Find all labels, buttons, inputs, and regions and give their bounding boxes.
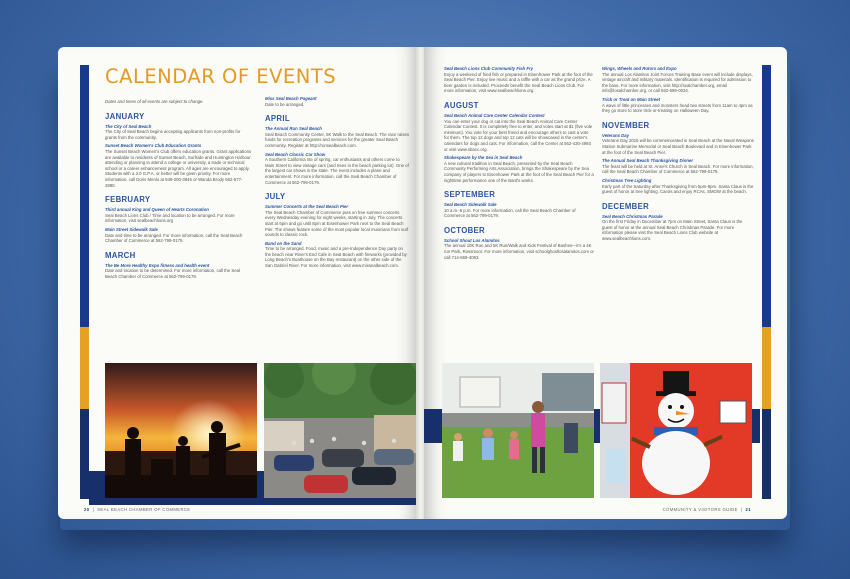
month-heading: APRIL — [265, 114, 290, 124]
left-footer: 20 | SEAL BEACH CHAMBER OF COMMERCE — [84, 507, 191, 512]
month-heading: FEBRUARY — [105, 195, 151, 205]
event-title: Christmas Tree Lighting — [602, 177, 652, 183]
right-page — [424, 47, 787, 519]
right-column-1 — [444, 63, 594, 260]
event-title: Third annual King and Queen of Hearts Coronation — [105, 207, 209, 213]
event-title: Veterans Day — [602, 132, 630, 138]
event-description: Enjoy a weekend of fried fish or prepared in Eisenhower Park at the foot of the Seal Beach Pier. Enjoy live music and a raffle with a car as the grand prize. A beer garden is included. Proceeds benefit the Seal Beach Lions Club. For more information, visit www.sealbeachlions.org. — [444, 71, 593, 94]
event-description: Early part of the Saturday after Thanksgiving from 5pm-9pm. Santa Claus is the guest of honor at tree lighting. Carols and enjoy RCAs, SMOW at the beach. — [602, 183, 754, 195]
left-footer-text: SEAL BEACH CHAMBER OF COMMERCE — [97, 507, 191, 512]
month-heading: NOVEMBER — [602, 120, 650, 130]
event-title: Main Street Sidewalk Sale — [105, 226, 158, 232]
page-title: CALENDAR OF EVENTS — [105, 65, 337, 88]
event-description: Date and location to be determined. For more information, call the Seal Beach Chamber of Commerce at 562-799-0179. — [105, 268, 240, 279]
event-description: The feast will be held at St. Anne's Church in Seal Beach. For more information, call the Seal Beach Chamber of Commerce at 562-799-0179. — [602, 163, 754, 175]
event-title: Sunset Beach Women's Club Education Grants — [105, 143, 202, 149]
event-title: Band on the Sand — [265, 240, 302, 246]
event-title: The City of Seal Beach — [105, 123, 152, 129]
event-title: Seal Beach Animal Care Center Calendar Contest — [444, 112, 545, 118]
event-title: Seal Beach Classic Car Show — [265, 151, 326, 157]
event-description: 10 a.m.-6 p.m. For more information, call the Seal Beach Chamber of Commerce at 562-799-0179. — [444, 207, 576, 219]
event-title: Shakespeare by the Sea in Seal Beach — [444, 155, 523, 161]
month-heading: JANUARY — [105, 111, 145, 121]
event-description: Veterans Day 2015 will be commemorated in Seal Beach at the Naval Weapons Station Submarine Memorial or Seal Beach Boulevard and in Eisenhower Park at the foot of the Seal Beach Pier. — [602, 138, 754, 155]
event-description: Date to be arranged. — [265, 101, 305, 107]
event-title: Seal Beach Christmas Parade — [602, 213, 663, 219]
event-description: Time to be arranged. Food, music and a pre-Independence Day party on the beach near River's End Cafe in Seal Beach with fireworks (provided by Long Beach's Boathouse on the Bay restaurant) on the other side of the San Gabriel River. For more information, visit www.missealbeach.com. — [265, 246, 407, 269]
event-title: Seal Beach Lions Club Community Fish Fry — [444, 66, 534, 71]
event-description: The City of Seal Beach begins accepting applicants from non-profits for grants from the community. — [105, 129, 241, 140]
event-title: Seal Beach Sidewalk Sale — [444, 202, 497, 208]
event-description: A new cultural tradition in Seal Beach, presented by the Seal Beach Community Performing Arts Association, brings the Shakespeare by the Sea company of players to Eisenhower Park at the foot of the Seal Beach Pier for a nighttime performance one of the Bard's works. — [444, 160, 594, 183]
event-title: The Be More Healthy Expo fitness and health event — [105, 262, 210, 268]
right-blue-accent-bar — [762, 65, 771, 327]
month-heading: DECEMBER — [602, 201, 650, 211]
event-title: Summer Concerts at the Seal Beach Pier — [265, 204, 349, 210]
event-description: On the first Friday in December at 7pm on Main Street, Santa Claus is the guest of honor at the annual Seal Beach Christmas Parade. For more information please visit the Seal Beach Lions Club website at www.sealbeachlions.com. — [602, 219, 743, 242]
event-title: Wings, Wheels and Rotors and Expo — [602, 66, 677, 71]
left-page — [58, 47, 418, 519]
event-title: The Annual Run Seal Beach — [265, 126, 322, 132]
month-heading: SEPTEMBER — [444, 190, 496, 200]
event-description: You can enter your dog or cat into the Seal Beach Animal Care Center Calendar Contest. It is completely free to enter, and votes start at $1 (five vote minimum). You vote for your best friend and encourage others to cast a vote for them. The top 12 dogs and top 12 cats will be showcased in the center's calendars for dogs and cats. For information, call the Center at 562-430-4993 or visit www.sbacc.org. — [444, 118, 593, 152]
event-description: Seal Beach Community Center, 5K Walk to the Seal Beach. The race raises funds for recreation programs and services for the greater Seal Beach community. Register at http://runsealbeach.com. — [265, 131, 410, 148]
right-footer: COMMUNITY & VISITORS GUIDE | 21 — [662, 507, 751, 512]
left-navy-accent-bar — [80, 409, 89, 499]
event-description: A Southern California rite of spring, car enthusiasts and others come to Main Street to view vintage cars (and trees in the beach parking lot). One of the largest car shows in the state. The event includes a plane and entertainment. For more information, call the Seal Beach Chamber of Commerce at 562-799-0179. — [265, 157, 409, 185]
right-footer-text: COMMUNITY & VISITORS GUIDE — [662, 507, 738, 512]
right-page-number: 21 — [745, 507, 751, 512]
month-heading: MARCH — [105, 250, 136, 260]
event-description: The Sunset Beach Women's Club offers education grants. Grant applications are available to residents of Sunset Beach, Surfside and Huntington Harbour attending or planning to attend a college or university, a trade or technical school or a career enhancement program. All ages are encouraged to apply. Students with a 3.0 G.P.A. or better will be given priority. For more information, call Doris Menlo at 949-200-3946 or Wanda Brody 562-577-2880. — [105, 148, 252, 188]
left-blue-accent-bar — [80, 65, 89, 327]
event-title: School Shout Los Alamitos — [444, 237, 500, 243]
event-title: Miss Seal Beach Pageant — [265, 96, 317, 101]
event-title: Trick or Treat on Main Street — [602, 96, 661, 102]
right-navy-accent-bar — [762, 409, 771, 499]
event-description: The annual Los Alamitos Joint Forces Training Base event will include displays, vintage aircraft and military materials. Identification is required for admission to the base. For more information, visit http://sealchamber.org, email info@losalchamber.org, or call 562-598-0034. — [602, 71, 753, 94]
left-column-2 — [265, 93, 410, 269]
intro-note: Dates and times of all events are subject to change. — [105, 99, 204, 104]
sunset-concert-photo — [105, 363, 257, 498]
right-column-2 — [602, 63, 754, 242]
event-description: Seal Beach Lions Club / Time and location to be arranged. For more information, visit sealbeachlions.org — [105, 212, 235, 224]
event-description: The Seal Beach Chamber of Commerce puts on free summer concerts every Wednesday evening for eight weeks, starting in July. The concerts start at 6pm and go until 8pm at Eisenhower Park next to the Seal Beach Pier. The shows feature some of the most popular local musicians from surf sounds to classic rock. — [265, 209, 409, 238]
left-column-1 — [105, 99, 253, 279]
car-show-photo — [264, 363, 418, 498]
event-description: The annual 10K Run and 5K Run/Walk and Kids Festival of Bashes—it's a 4K run Park, Rossmoor. For more information, visit schoolghostlosalamitos.com or call 714-669-4063. — [444, 243, 594, 260]
month-heading: AUGUST — [444, 100, 479, 110]
festival-dancing-photo — [442, 363, 594, 498]
month-heading: OCTOBER — [444, 225, 485, 235]
left-page-number: 20 — [84, 507, 90, 512]
event-description: Date and time to be arranged. For more information, call the Seal Beach Chamber of Commerce at 562-799-0179. — [105, 232, 243, 244]
event-description: A wave of little princesses and monsters head two streets from 11am to 4pm as they go store to store trick-or-treating on Halloween Day. — [602, 102, 753, 114]
snowman-photo — [600, 363, 752, 498]
right-orange-accent-bar — [762, 327, 771, 409]
left-orange-accent-bar — [80, 327, 89, 409]
event-title: The Annual Seal Beach Thanksgiving Dinner — [602, 158, 694, 164]
month-heading: JULY — [265, 192, 286, 202]
